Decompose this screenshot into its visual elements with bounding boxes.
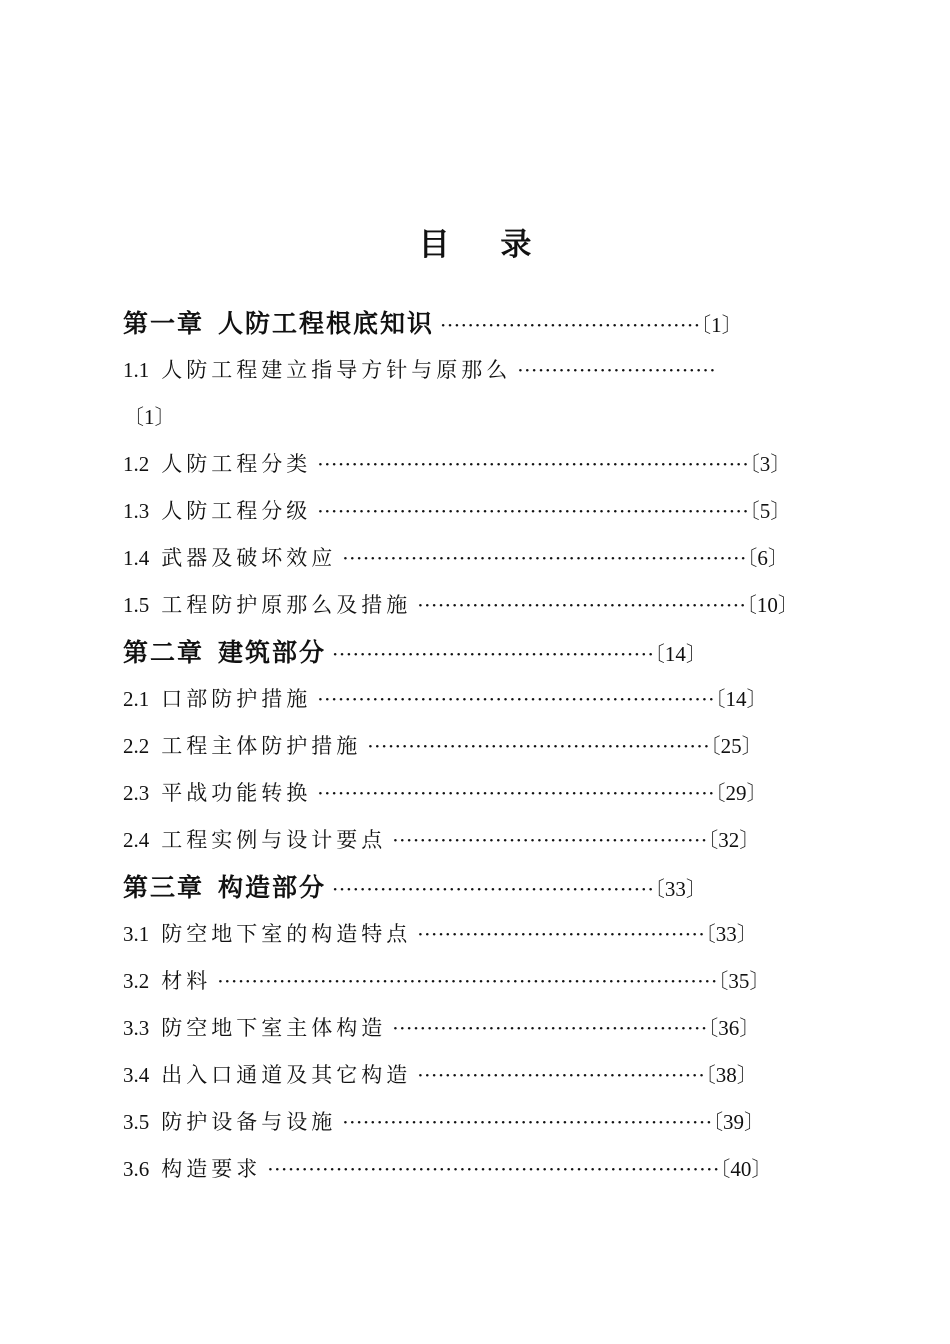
- page-number: 〔3〕: [749, 452, 792, 476]
- section-title: 人防工程分级: [161, 499, 312, 523]
- section-number: 3.2: [123, 969, 150, 993]
- leader-dots: ··············································: [392, 828, 708, 852]
- chapter-label: 第三章: [123, 873, 205, 902]
- section-number: 1.4: [123, 546, 150, 570]
- toc-section-3-5: [123, 1099, 843, 1146]
- leader-dots: ···························································: [342, 546, 747, 570]
- section-number: 3.3: [123, 1016, 150, 1040]
- leader-dots: ··········································: [417, 922, 706, 946]
- leader-dots: ··············································: [392, 1016, 708, 1040]
- section-number: 3.5: [123, 1110, 150, 1134]
- leader-dots: ·······························································: [317, 499, 750, 523]
- leader-dots: ··················································: [367, 734, 711, 758]
- page-number: 〔1〕: [700, 313, 743, 337]
- chapter-title: 建筑部分: [218, 638, 327, 667]
- table-of-contents: [123, 300, 843, 1193]
- toc-section-1-1: [123, 347, 843, 394]
- section-number: 2.1: [123, 687, 150, 711]
- leader-dots: ···············································: [332, 877, 655, 901]
- chapter-label: 第一章: [123, 309, 205, 338]
- section-title: 人防工程分类: [161, 452, 312, 476]
- toc-section-1-4: [123, 535, 843, 582]
- toc-section-1-2: [123, 441, 843, 488]
- section-number: 3.4: [123, 1063, 150, 1087]
- section-title: 口部防护措施: [161, 687, 312, 711]
- leader-dots: ···············································: [332, 642, 655, 666]
- section-title: 武器及破坏效应: [161, 546, 337, 570]
- section-number: 1.2: [123, 452, 150, 476]
- leader-dots: ················································: [417, 593, 747, 617]
- toc-chapter-2: [123, 629, 843, 676]
- toc-section-3-2: [123, 958, 843, 1005]
- toc-section-2-1: [123, 676, 843, 723]
- leader-dots: ·······························································: [317, 452, 750, 476]
- chapter-title: 构造部分: [218, 873, 327, 902]
- section-title: 工程防护原那么及措施: [161, 593, 412, 617]
- page-number: 〔5〕: [749, 499, 792, 523]
- page-number: 〔39〕: [712, 1110, 766, 1134]
- leader-dots: ··································································: [267, 1157, 720, 1181]
- section-title: 构造要求: [161, 1157, 262, 1181]
- page-number: 〔14〕: [714, 687, 768, 711]
- leader-dots: ··························································: [317, 687, 715, 711]
- toc-section-2-2: [123, 723, 843, 770]
- toc-section-1-1-page: [123, 394, 843, 441]
- section-number: 3.6: [123, 1157, 150, 1181]
- section-title: 平战功能转换: [161, 781, 312, 805]
- section-title: 防空地下室主体构造: [161, 1016, 387, 1040]
- leader-dots: ··········································: [417, 1063, 706, 1087]
- page-number: 〔29〕: [714, 781, 768, 805]
- section-number: 2.2: [123, 734, 150, 758]
- toc-chapter-3: [123, 864, 843, 911]
- toc-section-1-5: [123, 582, 843, 629]
- page-title: 目 录: [418, 227, 552, 263]
- section-number: 1.1: [123, 358, 150, 382]
- section-title: 人防工程建立指导方针与原那么: [161, 358, 512, 382]
- section-number: 1.3: [123, 499, 150, 523]
- section-title: 出入口通道及其它构造: [161, 1063, 412, 1087]
- section-number: 2.4: [123, 828, 150, 852]
- section-number: 3.1: [123, 922, 150, 946]
- section-number: 2.3: [123, 781, 150, 805]
- chapter-label: 第二章: [123, 638, 205, 667]
- page-number: 〔40〕: [719, 1157, 773, 1181]
- page-number: 〔6〕: [746, 546, 789, 570]
- chapter-title: 人防工程根底知识: [218, 309, 435, 338]
- toc-section-3-1: [123, 911, 843, 958]
- leader-dots: ······················································: [342, 1110, 713, 1134]
- page-number: 〔10〕: [746, 593, 799, 617]
- toc-section-3-4: [123, 1052, 843, 1099]
- page-number: 〔36〕: [707, 1016, 761, 1040]
- leader-dots: ·····························: [517, 358, 717, 382]
- toc-section-1-3: [123, 488, 843, 535]
- section-title: 材料: [161, 969, 212, 993]
- section-title: 工程主体防护措施: [161, 734, 362, 758]
- toc-chapter-1: [123, 300, 843, 347]
- section-number: 1.5: [123, 593, 150, 617]
- page-number: 〔35〕: [717, 969, 771, 993]
- page-number: 〔33〕: [654, 877, 707, 901]
- page-number: 〔32〕: [707, 828, 761, 852]
- leader-dots: ·········································································: [217, 969, 718, 993]
- toc-section-3-3: [123, 1005, 843, 1052]
- section-title: 工程实例与设计要点: [161, 828, 387, 852]
- section-title: 防护设备与设施: [161, 1110, 337, 1134]
- toc-section-3-6: [123, 1146, 843, 1193]
- toc-section-2-3: [123, 770, 843, 817]
- section-title: 防空地下室的构造特点: [161, 922, 412, 946]
- page-number: 〔14〕: [654, 642, 707, 666]
- page-number: 〔33〕: [705, 922, 758, 946]
- toc-section-2-4: [123, 817, 843, 864]
- page-number: 〔1〕: [123, 405, 176, 429]
- leader-dots: ······································: [440, 313, 701, 337]
- leader-dots: ··························································: [317, 781, 715, 805]
- page-number: 〔38〕: [705, 1063, 758, 1087]
- page-number: 〔25〕: [710, 734, 763, 758]
